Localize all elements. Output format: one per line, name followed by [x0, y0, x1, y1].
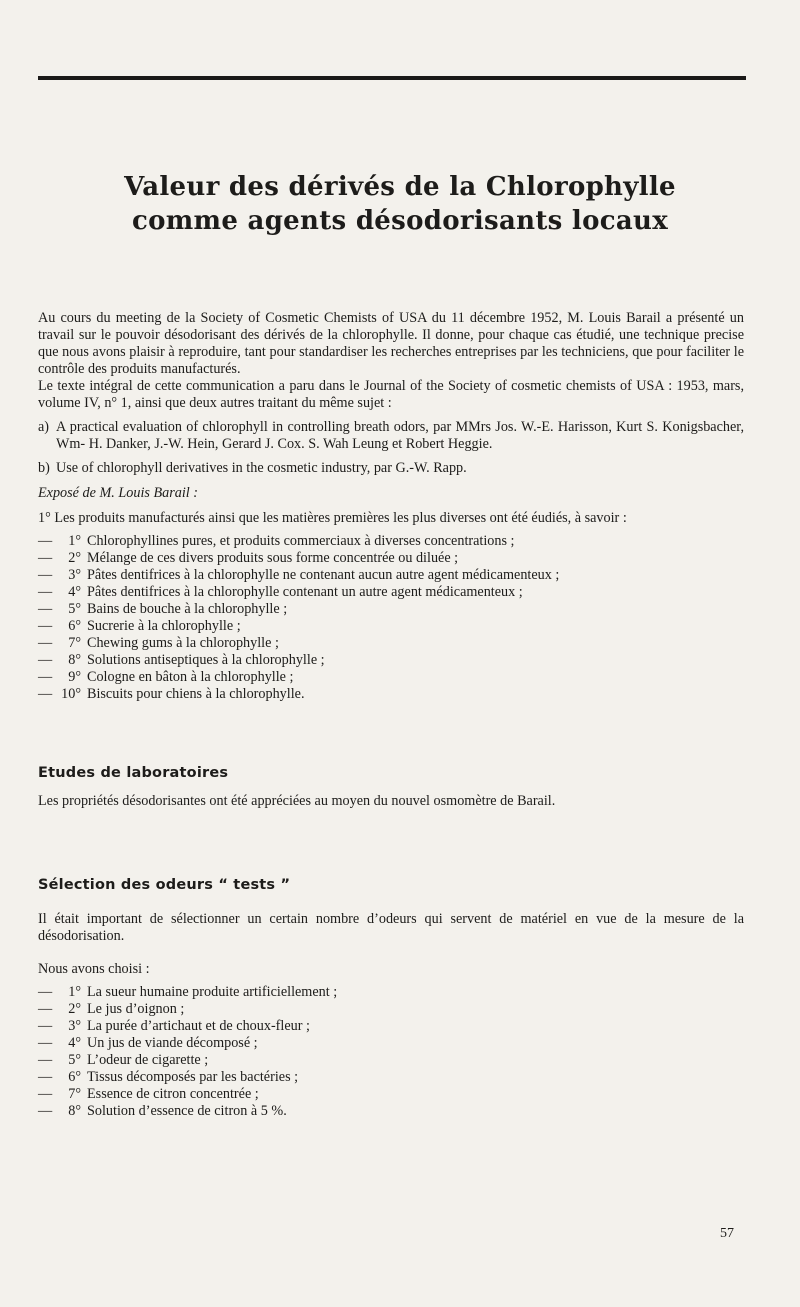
list-text: Sucrerie à la chlorophylle ; — [87, 618, 241, 634]
list-number: 1° — [68, 533, 81, 549]
list-number: 8° — [68, 652, 81, 668]
list-text: Essence de citron concentrée ; — [87, 1086, 259, 1102]
odor-list-item — [38, 1069, 744, 1086]
expose-paragraph: 1° Les produits manufacturés ainsi que les matières premières les plus diverses ont été éudiés, à savoir : — [38, 510, 627, 526]
product-list-item — [38, 601, 744, 618]
list-number: 2° — [68, 550, 81, 566]
list-text: Solutions antiseptiques à la chlorophylle ; — [87, 652, 325, 668]
list-dash: — — [38, 618, 53, 634]
reference-b-text: Use of chlorophyll derivatives in the cosmetic industry, par G.-W. Rapp. — [56, 460, 467, 476]
list-text: La purée d’artichaut et de choux-fleur ; — [87, 1018, 310, 1034]
product-list-item — [38, 652, 744, 669]
reference-a — [38, 419, 744, 453]
list-dash: — — [38, 1035, 53, 1051]
list-dash: — — [38, 1103, 53, 1119]
odor-list-item — [38, 1086, 744, 1103]
list-text: Mélange de ces divers produits sous forme concentrée ou diluée ; — [87, 550, 459, 566]
list-dash: — — [38, 550, 53, 566]
list-text: Cologne en bâton à la chlorophylle ; — [87, 669, 294, 685]
list-dash: — — [38, 669, 53, 685]
list-text: Chlorophyllines pures, et produits commerciaux à diverses concentrations ; — [87, 533, 515, 549]
choices-intro: Nous avons choisi : — [38, 961, 150, 977]
list-number: 3° — [68, 567, 81, 583]
list-number: 2° — [68, 1001, 81, 1017]
list-dash: — — [38, 1086, 53, 1102]
list-number: 6° — [68, 1069, 81, 1085]
odor-list — [38, 984, 744, 1120]
list-dash: — — [38, 635, 53, 651]
list-text: Un jus de viande décomposé ; — [87, 1035, 258, 1051]
list-number: 5° — [68, 601, 81, 617]
list-number: 8° — [68, 1103, 81, 1119]
etudes-heading: Etudes de laboratoires — [38, 765, 229, 781]
odor-list-item — [38, 1052, 744, 1069]
product-list-item — [38, 635, 744, 652]
odor-list-item — [38, 1001, 744, 1018]
odor-list-item — [38, 1035, 744, 1052]
etudes-paragraph: Les propriétés désodorisantes ont été appréciées au moyen du nouvel osmomètre de Barail. — [38, 793, 556, 809]
product-list-item — [38, 567, 744, 584]
expose-heading: Exposé de M. Louis Barail : — [38, 485, 198, 501]
list-text: L’odeur de cigarette ; — [87, 1052, 209, 1068]
list-dash: — — [38, 1052, 53, 1068]
list-text: Le jus d’oignon ; — [87, 1001, 185, 1017]
intro-paragraph: Au cours du meeting de la Society of Cosmetic Chemists of USA du 11 décembre 1952, M. Louis Barail a présenté un travail sur le pouvoir désodorisant des dérivés de la chlorophylle. Il donne, pour chaque cas étudié, une technique precise que nous avons plaisir à reproduire, tant pour standardiser les recherches entreprises par les techniciens, que pour faciliter le contrôle des produits manufacturés. — [38, 310, 744, 377]
list-dash: — — [38, 1018, 53, 1034]
list-number: 9° — [68, 669, 81, 685]
list-text: Solution d’essence de citron à 5 %. — [87, 1103, 287, 1119]
reference-b — [38, 460, 744, 477]
selection-heading: Sélection des odeurs “ tests ” — [38, 877, 291, 893]
product-list-item — [38, 686, 744, 703]
page-number: 57 — [720, 1226, 734, 1241]
odor-list-item — [38, 1018, 744, 1035]
list-number: 4° — [68, 1035, 81, 1051]
list-text: La sueur humaine produite artificiellement ; — [87, 984, 338, 1000]
list-number: 7° — [68, 1086, 81, 1102]
product-list-item — [38, 550, 744, 567]
title-line-2: comme agents désodorisants locaux — [131, 206, 669, 236]
selection-paragraph: Il était important de sélectionner un certain nombre d’odeurs qui servent de matériel en vue de la mesure de la désodorisation. — [38, 911, 744, 944]
list-dash: — — [38, 984, 53, 1000]
list-number: 1° — [68, 984, 81, 1000]
list-dash: — — [38, 1069, 53, 1085]
product-list — [38, 533, 744, 703]
list-number: 5° — [68, 1052, 81, 1068]
list-dash: — — [38, 1001, 53, 1017]
reference-a-text: A practical evaluation of chlorophyll in controlling breath odors, par MMrs Jos. W.-E. Harisson, Kurt S. Konigsbacher, Wm- H. Danker, J.-W. Hein, Gerard J. Cox. S. Wah Leung et Robert Heggie. — [56, 419, 744, 452]
top-rule — [38, 76, 746, 80]
list-text: Bains de bouche à la chlorophylle ; — [87, 601, 288, 617]
list-dash: — — [38, 533, 53, 549]
odor-list-item — [38, 1103, 744, 1120]
list-text: Biscuits pour chiens à la chlorophylle. — [87, 686, 305, 702]
list-dash: — — [38, 601, 53, 617]
article-body — [38, 310, 744, 1120]
list-dash: — — [38, 567, 53, 583]
list-text: Pâtes dentifrices à la chlorophylle contenant un autre agent médicamenteux ; — [87, 584, 523, 600]
list-number: 3° — [68, 1018, 81, 1034]
reference-a-label: a) — [38, 419, 50, 435]
product-list-item — [38, 584, 744, 601]
article-title — [0, 170, 800, 238]
list-number: 6° — [68, 618, 81, 634]
list-number: 7° — [68, 635, 81, 651]
product-list-item — [38, 533, 744, 550]
list-dash: — — [38, 652, 53, 668]
publication-paragraph: Le texte intégral de cette communication a paru dans le Journal of the Society of cosmetic chemists of USA : 1953, mars, volume IV, n° 1, ainsi que deux autres traitant du même sujet : — [38, 378, 744, 411]
list-number: 4° — [68, 584, 81, 600]
product-list-item — [38, 618, 744, 635]
reference-b-label: b) — [38, 460, 50, 476]
list-dash: — — [38, 584, 53, 600]
list-text: Pâtes dentifrices à la chlorophylle ne contenant aucun autre agent médicamenteux ; — [87, 567, 560, 583]
list-text: Tissus décomposés par les bactéries ; — [87, 1069, 299, 1085]
product-list-item — [38, 669, 744, 686]
odor-list-item — [38, 984, 744, 1001]
list-text: Chewing gums à la chlorophylle ; — [87, 635, 279, 651]
list-dash: — — [38, 686, 53, 702]
title-line-1: Valeur des dérivés de la Chlorophylle — [124, 172, 676, 202]
list-number: 10° — [61, 686, 81, 702]
